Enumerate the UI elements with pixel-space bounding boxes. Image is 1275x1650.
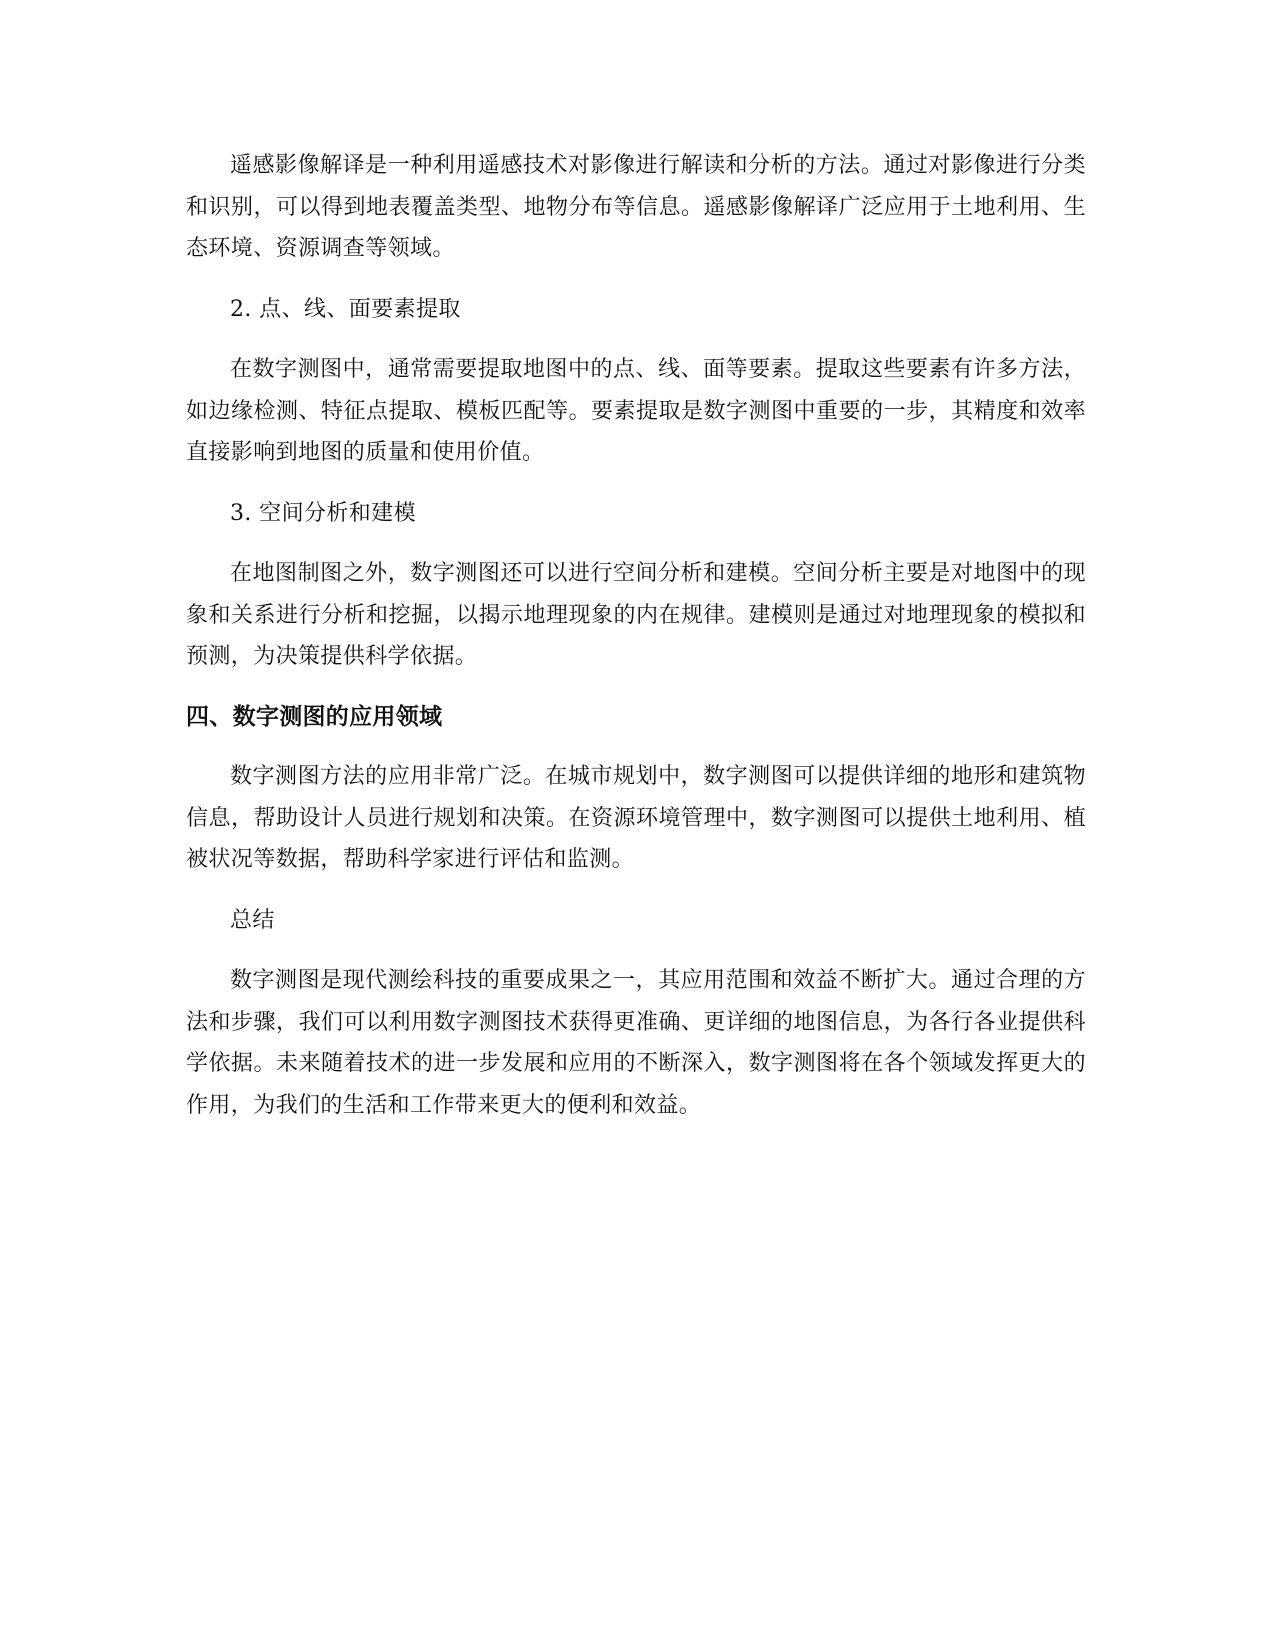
subheading-spatial-analysis: 3. 空间分析和建模 [230,500,416,526]
document-body [186,145,1086,1145]
paragraph-remote-sensing: 遥感影像解译是一种利用遥感技术对影像进行解读和分析的方法。通过对影像进行分类和识别，可以得到地表覆盖类型、地物分布等信息。遥感影像解译广泛应用于土地利用、生态环境、资源调查等领域。 [186,153,1086,261]
subheading-summary: 总结 [230,907,275,933]
paragraph-applications: 数字测图方法的应用非常广泛。在城市规划中，数字测图可以提供详细的地形和建筑物信息，帮助设计人员进行规划和决策。在资源环境管理中，数字测图可以提供土地利用、植被状况等数据，帮助科学家进行评估和监测。 [186,764,1086,872]
paragraph-spatial-analysis: 在地图制图之外，数字测图还可以进行空间分析和建模。空间分析主要是对地图中的现象和关系进行分析和挖掘，以揭示地理现象的内在规律。建模则是通过对地理现象的模拟和预测，为决策提供科学依据。 [186,561,1086,669]
paragraph-feature-extraction: 在数字测图中，通常需要提取地图中的点、线、面等要素。提取这些要素有许多方法，如边缘检测、特征点提取、模板匹配等。要素提取是数字测图中重要的一步，其精度和效率直接影响到地图的质量和使用价值。 [186,357,1086,465]
paragraph-summary: 数字测图是现代测绘科技的重要成果之一，其应用范围和效益不断扩大。通过合理的方法和步骤，我们可以利用数字测图技术获得更准确、更详细的地图信息，为各行各业提供科学依据。未来随着技术的进一步发展和应用的不断深入，数字测图将在各个领域发挥更大的作用，为我们的生活和工作带来更大的便利和效益。 [186,968,1086,1118]
subheading-feature-extraction: 2. 点、线、面要素提取 [230,296,461,322]
section-heading-applications: 四、数字测图的应用领域 [186,703,443,730]
